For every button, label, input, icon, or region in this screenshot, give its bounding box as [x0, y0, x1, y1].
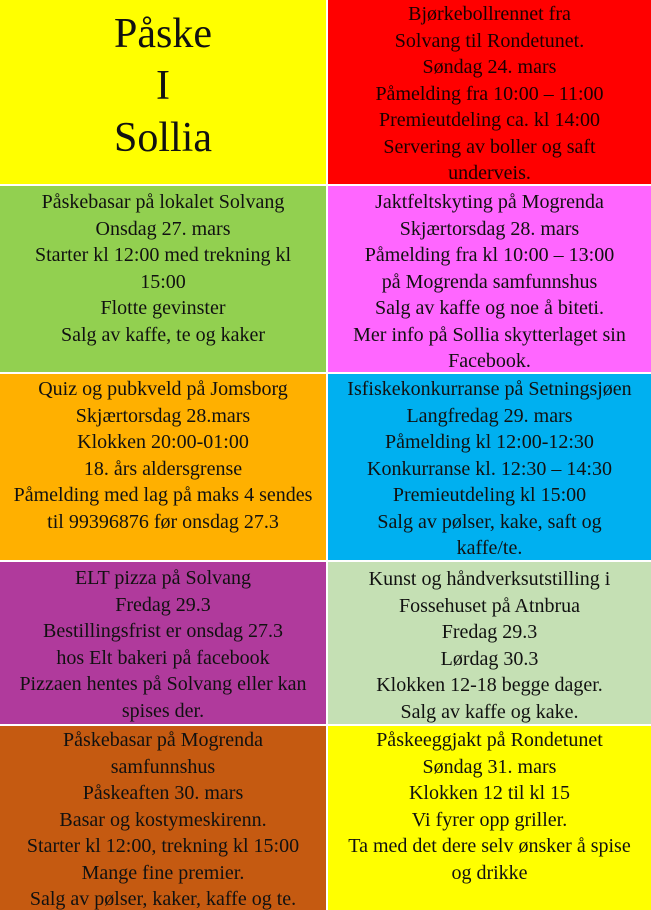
event-paskebasar-solvang [0, 186, 326, 372]
event-line: Starter kl 12:00 med trekning kl [34, 244, 292, 266]
event-elt-pizza [0, 562, 326, 724]
event-line: 15:00 [140, 270, 186, 293]
event-line: Salg av kaffe og kake. [400, 700, 579, 723]
event-line: Starter kl 12:00, trekning kl 15:00 [26, 835, 300, 857]
event-line: Skjærtorsdag 28. mars [399, 217, 580, 240]
event-line: til 99396876 før onsdag 27.3 [47, 510, 279, 533]
event-line: Basar og kostymeskirenn. [59, 808, 267, 831]
event-line: 18. års aldersgrense [83, 457, 243, 480]
event-line: Fredag 29.3 [441, 621, 538, 643]
event-line: Quiz og pubkveld på Jomsborg [38, 378, 288, 400]
event-line: Påskebasar på Mogrenda [63, 729, 263, 751]
event-line: kaffe/te. [456, 537, 523, 559]
event-line: Isfiskekonkurranse på Setningsjøen [347, 378, 632, 400]
event-line: Vi fyrer opp griller. [411, 808, 568, 831]
event-paskeeggjakt [328, 726, 651, 910]
event-bjorkebollrennet [328, 0, 651, 184]
event-line: Flotte gevinster [100, 297, 226, 319]
event-kunst-handverk [328, 562, 651, 724]
event-line: Premieutdeling ca. kl 14:00 [378, 109, 601, 131]
event-line: ELT pizza på Solvang [74, 567, 252, 589]
event-quiz-pubkveld [0, 374, 326, 560]
event-line: Servering av boller og saft [383, 135, 596, 158]
title-panel [0, 0, 326, 184]
event-line: Påmelding fra kl 10:00 – 13:00 [364, 244, 615, 266]
event-line: Ta med det dere selv ønsker å spise [348, 835, 631, 857]
event-line: Mange fine premier. [81, 861, 245, 884]
title-line: Påske [114, 11, 212, 57]
event-line: Påmelding fra 10:00 – 11:00 [375, 82, 604, 105]
event-line: Påskeeggjakt på Rondetunet [376, 729, 603, 751]
event-line: Kunst og håndverksutstilling i [368, 568, 611, 590]
event-line: Onsdag 27. mars [95, 217, 231, 240]
event-line: Jaktfeltskyting på Mogrenda [375, 191, 604, 213]
event-line: spises der. [121, 699, 205, 722]
event-line: Søndag 31. mars [422, 755, 557, 778]
event-line: Påmelding med lag på maks 4 sendes [13, 484, 313, 506]
event-line: Pizzaen hentes på Solvang eller kan [19, 673, 307, 695]
event-line: Salg av pølser, kake, saft og [377, 510, 602, 533]
event-line: hos Elt bakeri på facebook [56, 646, 270, 669]
event-line: Konkurranse kl. 12:30 – 14:30 [367, 457, 612, 480]
event-line: Påskebasar på lokalet Solvang [41, 191, 285, 213]
event-line: Salg av kaffe og noe å biteti. [374, 297, 604, 319]
event-line: Bjørkebollrennet fra [408, 3, 571, 25]
event-line: Klokken 20:00-01:00 [77, 431, 249, 453]
event-line: Solvang til Rondetunet. [394, 29, 585, 52]
event-line: Facebook. [448, 350, 531, 372]
event-line: Skjærtorsdag 28.mars [75, 404, 251, 427]
event-line: Langfredag 29. mars [406, 404, 573, 427]
event-line: Påskeaften 30. mars [82, 782, 244, 804]
event-paskebasar-mogrenda [0, 726, 326, 910]
event-line: Salg av kaffe, te og kaker [61, 323, 265, 346]
event-line: Fredag 29.3 [115, 593, 211, 616]
event-line: Klokken 12 til kl 15 [408, 782, 571, 804]
event-line: Salg av pølser, kaker, kaffe og te. [29, 888, 297, 910]
event-line: Klokken 12-18 begge dager. [376, 674, 603, 696]
event-line: Søndag 24. mars [422, 56, 557, 78]
event-line: Premieutdeling kl 15:00 [392, 484, 587, 506]
event-line: på Mogrenda samfunnshus [381, 270, 598, 293]
title-line: Sollia [113, 115, 212, 161]
event-isfiskekonkurranse [328, 374, 651, 560]
event-line: og drikke [451, 861, 528, 884]
event-line: Lørdag 30.3 [440, 647, 539, 670]
event-line: Bestillingsfrist er onsdag 27.3 [43, 620, 283, 642]
event-jaktfeltskyting [328, 186, 651, 372]
title-line: I [156, 63, 170, 109]
event-line: Mer info på Sollia skytterlaget sin [353, 323, 626, 346]
event-line: samfunnshus [110, 755, 216, 778]
event-line: Påmelding kl 12:00-12:30 [385, 431, 594, 453]
event-line: Fossehuset på Atnbrua [398, 594, 581, 617]
event-line: underveis. [448, 162, 531, 184]
